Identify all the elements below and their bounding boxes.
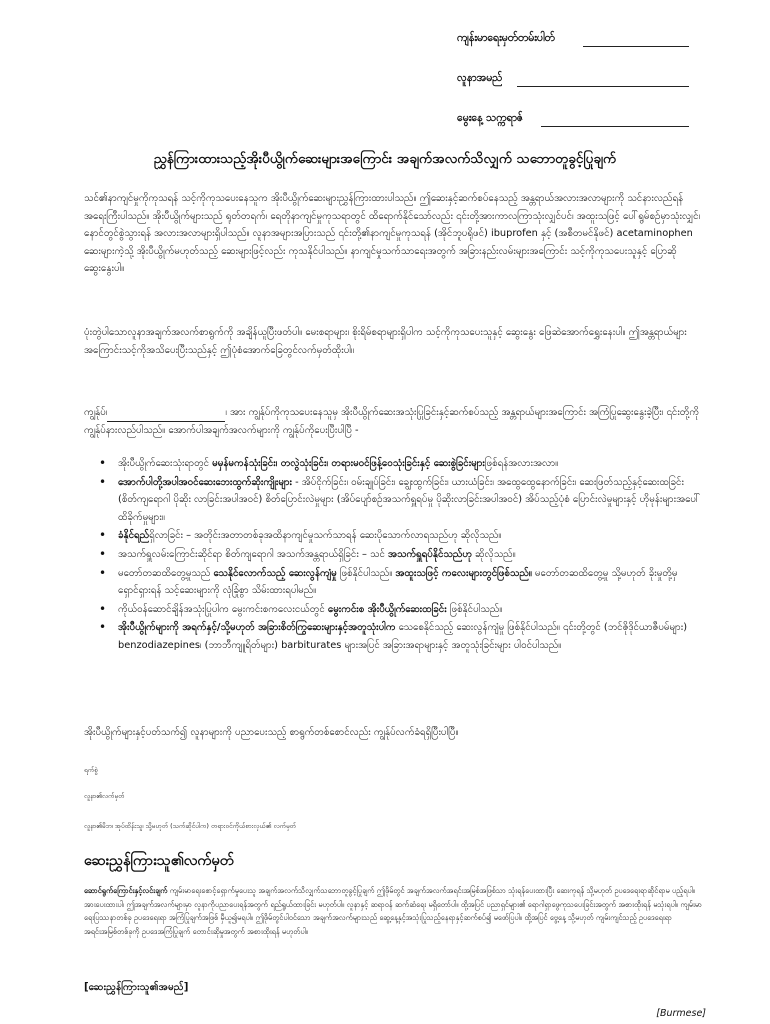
medical-record-line [583, 46, 689, 47]
date-label[interactable]: ရက်စွဲ [84, 766, 98, 774]
risk-item-combination [96, 619, 704, 654]
read-note-paragraph: ပုံးတွဲပါသောလူနာအချက်အလက်စာရွက်ကို အချိန်ယူပြီးဖတ်ပါ။ မေးစရာများ၊ စိုးရိမ်စရာများရှိပါက သင့်ကိုကုသပေးသူနှင့် ဆွေးနွေး ဖြေဆဲအောက်ရွှေးနေးပါ။ ဤအန္တရာယ်များအကြောင်းသင့်ကိုအသိပေးပြီးသည်နှင့် ဤပုံစံအောက်ခြေတွင်လက်မှတ်ထိုးပါ။ [84, 327, 687, 356]
prescriber-signature-heading: ဆေးညွှန်ကြားသူ၏လက်မှတ် [84, 853, 234, 869]
risk-item-text: ဖြစ်နိုင်ပါသည်။ [446, 603, 503, 615]
risk-item-text: မတော်တဆထိတွေ့မှု သို့မဟုတ် ခိုးမှုတို့မှ ရှောင်ရှားရန် သင့်ဆေးများကို လုံခြုံစွာ သိမ်းထားရပါမည်။ [118, 567, 678, 597]
risk-item-text: မတော်တဆထိတွေ့မှုသည် [118, 567, 214, 579]
disclaimer-paragraph [84, 884, 704, 938]
prescriber-name-field[interactable]: [ဆေးညွှန်ကြားသူ၏အမည်] [84, 982, 189, 993]
risk-list [96, 455, 704, 656]
provider-name-blank[interactable] [107, 410, 225, 422]
patient-signature-label[interactable]: လူနာ၏လက်မှတ် [84, 792, 125, 800]
risk-item-side-effects [96, 474, 704, 527]
date-of-birth-field[interactable] [457, 110, 689, 130]
risk-item-bold: အထူးသဖြင့် ကလေးများတွင်ဖြစ်သည်။ [395, 567, 532, 579]
risk-item-text: ရှိလာခြင်း – အတိုင်းအတာတစ်ခုအထိနာကျင်မှုသက်သာရန် ဆေးပိုသောက်လာရသည်ဟု ဆိုလိုသည်။ [149, 530, 502, 542]
risk-item-tolerance [96, 527, 704, 545]
patient-name-field[interactable] [457, 70, 689, 90]
risk-item-pregnancy [96, 601, 704, 619]
risk-item-text: အသက်ရှူလမ်းကြောင်းဆိုင်ရာ စိတ်ကျရောဂါ အသက်အန္တရာယ်ရှိခြင်း – သင် [118, 548, 388, 560]
risk-item-bold: အိုးပီယွိုက်များကို အရက်နှင့်/သို့မဟုတ် အခြားစိတ်ကြွဆေးများနှင့်အတူသုံးပါက [118, 622, 396, 634]
date-of-birth-label: မွေးနေ့ သက္ကရာဇ် [457, 112, 524, 124]
language-tag: [Burmese] [656, 1008, 706, 1019]
date-of-birth-line [541, 126, 689, 127]
risk-item-text: အိုးပီယွိုက်ဆေးသုံးရာတွင် [118, 458, 213, 469]
risk-item-misuse [96, 455, 704, 473]
risk-item-bold: သေနိုင်လောက်သည့် ဆေးလွန်ကျံမှု [213, 567, 337, 579]
risk-item-bold: မွေးကင်းစ အိုးပီယွိုက်ဆေးထခြင်း [327, 603, 447, 615]
intro-paragraph: သင်၏နာကျင်မှုကိုကုသရန် သင့်ကိုကုသပေးနေသူက အိုးပီယွိုက်ဆေးများညွှန်ကြားထားပါသည်။ ဤဆေးနှင့်ဆက်စပ်နေသည့် အန္တရာယ်အလားအလာများကို သင်နားလည်ရန် အရေးကြီးပါသည်။ အိုးပီယွိုက်များသည် ရုတ်တရက်၊ ရေတိုနာကျင်မှုကုသရာတွင် ထိရောက်နိုင်သော်လည်း ၎င်းတို့အားကာလကြာသုံးလျှင်ပင်၊ အထူးသဖြင့် ပေါ်ရွမ်စဉ်မှာသုံးလျှင်၊ နောင်တွင်စွဲသွားရန် အလားအလာများရှိပါသည်။ လူနာအများအပြားသည် ၎င်းတို့၏နာကျင်မှုကုသရန် (အိုင်ဘူပရိုဖင်) ibuprofen နှင့် (အစီတမင်နိုဖင်) acetaminophen ဆေးများကဲ့သို့ အိုးပီယွိုက်မဟုတ်သည့် ဆေးများဖြင့်လည်း ကုသနိုင်ပါသည်။ နာကျင်မှုသက်သာရေးအတွက် အခြားနည်းလမ်းများအကြောင်း သင့်ကိုကုသပေးသူနှင့် ပြောဆိုဆွေးနွေးပါ။ [84, 193, 701, 275]
agreement-prefix: ကျွန်ုပ်၊ [84, 407, 108, 418]
risk-item-text: - အိပ်ငိုက်ခြင်း၊ ဝမ်းချုပ်ခြင်း၊ ချွေးထွက်ခြင်း၊ ယားယံခြင်း၊ အထွေထွေနောက်ခြင်း၊ ဆေးဖြတ်သည့်နှင့်ဆေးထခြင်း (စိတ်ကျရောဂါ ပိုဆိုး လာခြင်းအပါအဝင်) စိတ်ပြောင်းလဲမှုများ (အိပ်ပျော်စဉ်အသက်ရှူရပ်မှု ပိုဆိုးလာခြင်းအပါအဝင်) အိပ်သည့်ပုံစံ ပြောင်းလဲမှုများနှင့် ဟိုမုန်းများအပေါ် ထိခိုက်မှုများ။ [118, 476, 701, 523]
agreement-paragraph [84, 404, 704, 439]
risk-item-text: ဖြစ်နိုင်ပါသည်။ [336, 567, 396, 579]
risk-item-text: သေစေနိုင်သည့် ဆေးလွန်ကျံမှု ဖြစ်နိုင်ပါသည်။ ၎င်းတို့တွင် (ဘင်ဇိုဒိုင်ယာဇီပမ်များ) benzodiazepines၊ (ဘာဘီကျူရိတ်များ) barbiturates များအပြင် အခြားအရာများနှင့် အတူသုံးခြင်းများ ပါဝင်ပါသည်။ [118, 622, 688, 651]
risk-item-text: ဆိုလိုသည်။ [471, 548, 516, 560]
form-title: ညွှန်ကြားထားသည့်အိုးပီယွိုက်ဆေးများအကြောင်း အချက်အလက်သိလျှက် သဘောတူခွင့်ပြုချက် [153, 151, 617, 167]
risk-item-bold: အသက်ရှူရပ်နိုင်သည်ဟု [388, 548, 472, 560]
patient-name-line [517, 86, 689, 87]
disclaimer-text: ကျမ်းမာရေးစောင့်ရှောက်မှုပေးသူ အချက်အလက်သိလျှက်သဘောတူခွင့်ပြုချက် ဤဖိုမ်တွင် အချက်အလက်အရင်းအမြစ်အဖြစ်သာ သုံးရန်ပေးထားပြီး ဆေးကုရန် သို့မဟုတ် ဥပဒေရေးရာဆိုင်ရာမ ပည့်ရပါ။ အားပေးထားပါ၊ ဤအချက်အလက်များမှာ လူနာကိုပညာပေးရန်အတွက် ရည်ရွယ်ထားခြင်း မဟုတ်ပါ။ လူနာနှင့် ဆရာဝန် ဆက်ဆံရေး မရှိတော်ပါ။ ထို့အပြင် ပညာရှင်များ၏ ရောဂါရှာဖွေကုသပေးခြင်းအတွက် အစားထိုးရန် မသုံးရပါ။ ကျမ်းမာရေးပြဿနာတစ်ခု ဥပဒေရေးရာ အကြံပြုချက်အဖြစ် မှီယူ၍မရပါ။ ဤဖိုမ်တွင်ပါဝင်သော အချက်အလက်များသည် ဆွေ့နေ့နှင့်အသုံးပြုသည့်နေရာနှင့်ဆက်စပ်၍ မဖော်ပြပါ။ ထို့အပြင် ဗွေ့နေ့ သို့မဟုတ် ကျမ်းကျင်သည့် ဥပဒေရေးရာ အရင်းအမြစ်တစ်ခုကို ဥပဒေအကြံပြုချက် တောင်းဆိုမှုအတွက် အစားထိုးရန် မဟုတ်ပါ။ [84, 886, 702, 936]
risk-item-text: ဖြစ်ရန်အလားအလာ။ [484, 458, 559, 469]
risk-item-respiratory [96, 546, 704, 564]
agreement-text: ၊ အား ကျွန်ုပ်ကိုကုသပေးနေသူမှ အိုးပီယွိုက်ဆေးအသုံးပြုခြင်းနှင့်ဆက်စပ်သည့် အန္တရာယ်များအကြောင်း အကြံပြုဆွေးနွေးခဲ့ပြီး၊ ၎င်းတို့ကိုကျွန်ုပ်နားလည်ပါသည်။ အောက်ပါအချက်အလက်များကို ကျွန်ုပ်ကိုပေးပြီးပါပြီ - [84, 407, 699, 436]
patient-name-label: လူနာအမည် [457, 72, 503, 84]
risk-item-bold: အောက်ပါတို့အပါအဝင်ဆေးဘေးထွက်ဆိုးကျိုးများ [118, 476, 293, 488]
medical-record-field[interactable] [457, 30, 689, 50]
guardian-signature-label[interactable]: လူနာ၏မိဘ၊ အုပ်ထိန်းသူ၊ သို့မဟုတ် (သက်ဆိုင်ပါက) တရားဝင်ကိုယ်စားလှယ်၏ လက်မှတ် [84, 822, 296, 830]
risk-item-bold: ခံနိုင်ရည် [118, 530, 150, 542]
risk-item-text: ကိုယ်ဝန်ဆောင်ချိန်အသုံးပြုပါက မွေးကင်းစကလေးငယ်တွင် [118, 603, 328, 615]
risk-item-accidental-exposure [96, 565, 704, 600]
risk-item-bold: မမှန်မကန်သုံးခြင်း၊ တလွဲသုံးခြင်း၊ တရားမဝင်ဖြန့်ဝေသုံးခြင်းနှင့် ဆေးစွဲခြင်းများ [212, 458, 485, 469]
info-received-statement: အိုးပီယွိုက်များနှင့်ပတ်သက်၍ လူနာများကို ပညာပေးသည့် စာရွက်တစ်စောင်လည်း ကျွန်ုပ်လက်ခံရရှိပြီးပါပြီ။ [84, 727, 459, 738]
medical-record-label: ကျန်းမာရေးမှတ်တမ်းပါတ် [457, 32, 555, 44]
disclaimer-bold: ဆောင်ရွက်ကြောင်းနှင့်လင်းချက် [84, 886, 168, 895]
